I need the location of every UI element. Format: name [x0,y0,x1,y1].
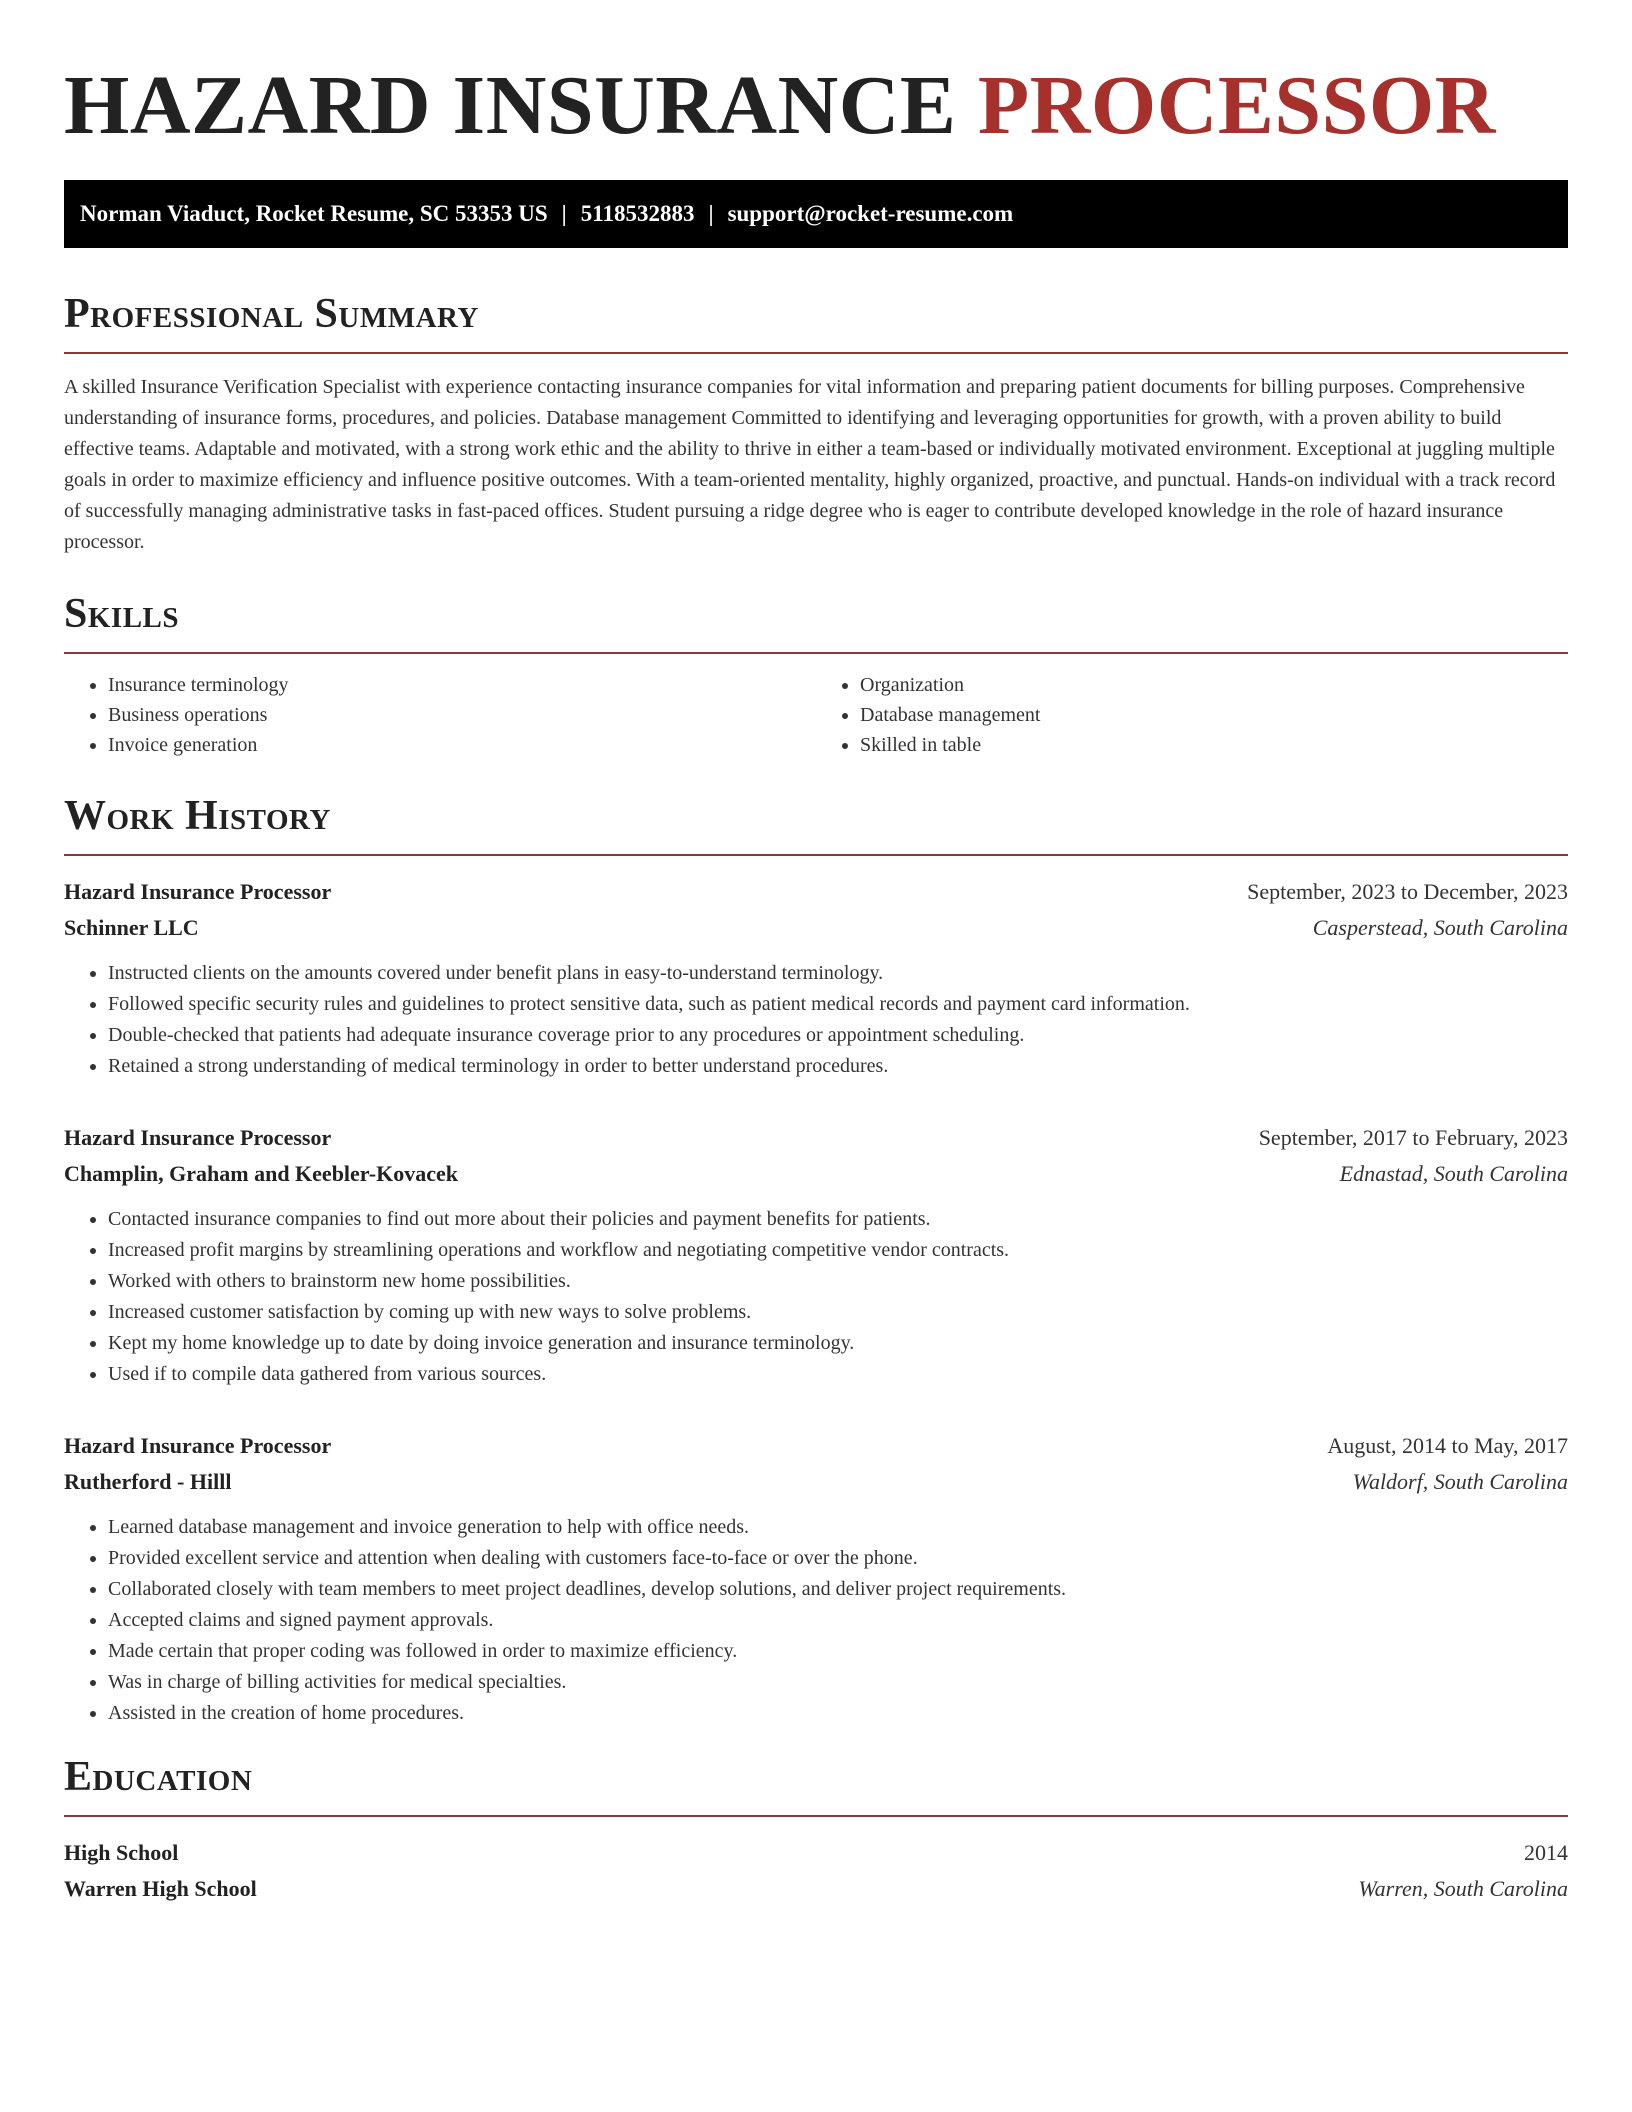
job-bullet: • Assisted in the creation of home procedures. [108,1698,1568,1729]
job-header-row [64,1120,1568,1156]
education-header-row [64,1835,1568,1871]
summary-heading: Professional Summary [64,288,1568,354]
job-bullet: • Double-checked that patients had adequate insurance coverage prior to any procedures or appointment scheduling. [108,1020,1568,1051]
job-bullet: • Accepted claims and signed payment approvals. [108,1605,1568,1636]
skill-item: • Insurance terminology [108,670,816,700]
job-bullets [64,1512,1568,1729]
summary-text: A skilled Insurance Verification Specialist with experience contacting insurance companies for vital information and preparing patient documents for billing purposes. Comprehensive understanding of insurance forms, procedures, and policies. Database management Committed to identifying and leveraging opportunities for growth, with a proven ability to build effective teams. Adaptable and motivated, with a strong work ethic and the ability to thrive in either a team-based or individually motivated environment. Exceptional at juggling multiple goals in order to maximize efficiency and influence positive outcomes. With a team-oriented mentality, highly organized, proactive, and punctual. Hands-on individual with a track record of successfully managing administrative tasks in fast-paced offices. Student pursuing a ridge degree who is eager to contribute developed knowledge in the role of hazard insurance processor. [64,376,1556,553]
education-location: Warren, South Carolina [1358,1876,1568,1901]
job-bullets [64,958,1568,1082]
job-company-row [64,1156,1568,1192]
job-entry [64,1120,1568,1390]
skills-grid [64,670,1568,760]
skill-item: • Organization [860,670,1568,700]
job-location: Casperstead, South Carolina [1312,915,1568,940]
job-bullet: • Followed specific security rules and guidelines to protect sensitive data, such as patient medical records and payment card information. [108,989,1568,1020]
job-bullet: • Increased profit margins by streamlining operations and workflow and negotiating competitive vendor contracts. [108,1235,1568,1266]
job-company-row [64,910,1568,946]
job-bullet: • Contacted insurance companies to find out more about their policies and payment benefits for patients. [108,1204,1568,1235]
skill-item: • Skilled in table [860,730,1568,760]
job-bullet: • Kept my home knowledge up to date by doing invoice generation and insurance terminology. [108,1328,1568,1359]
job-bullet: • Was in charge of billing activities for medical specialties. [108,1667,1568,1698]
contact-email[interactable]: support@rocket-resume.com [727,201,1014,226]
job-title: Hazard Insurance Processor [64,1433,332,1458]
work-history-heading: Work History [64,790,1568,856]
skill-item: • Invoice generation [108,730,816,760]
job-dates: September, 2023 to December, 2023 [1247,879,1568,904]
contact-bar [64,180,1568,248]
education-school: Warren High School [64,1876,257,1901]
job-company: Champlin, Graham and Keebler-Kovacek [64,1161,458,1186]
education-entry [64,1835,1568,1907]
job-bullet: • Retained a strong understanding of medical terminology in order to better understand procedures. [108,1051,1568,1082]
contact-separator: | [561,201,567,226]
skill-item: • Business operations [108,700,816,730]
contact-address: Norman Viaduct, Rocket Resume, SC 53353 US [80,201,548,226]
job-company-row [64,1464,1568,1500]
title-main: HAZARD INSURANCE [64,59,957,152]
job-bullet: • Provided excellent service and attention when dealing with customers face-to-face or over the phone. [108,1543,1568,1574]
job-dates: September, 2017 to February, 2023 [1258,1125,1568,1150]
job-bullet: • Worked with others to brainstorm new home possibilities. [108,1266,1568,1297]
job-entry [64,874,1568,1082]
job-company: Rutherford - Hilll [64,1469,232,1494]
resume-title [64,0,1568,154]
title-accent: PROCESSOR [977,59,1496,152]
job-bullets [64,1204,1568,1390]
education-heading: Education [64,1751,1568,1817]
skills-column-right [816,670,1568,760]
job-company: Schinner LLC [64,915,199,940]
contact-separator: | [708,201,714,226]
job-location: Ednastad, South Carolina [1339,1161,1568,1186]
job-bullet: • Instructed clients on the amounts covered under benefit plans in easy-to-understand terminology. [108,958,1568,989]
job-header-row [64,874,1568,910]
skills-heading: Skills [64,588,1568,654]
job-bullet: • Learned database management and invoice generation to help with office needs. [108,1512,1568,1543]
job-header-row [64,1428,1568,1464]
job-bullet: • Made certain that proper coding was followed in order to maximize efficiency. [108,1636,1568,1667]
skills-column-left [64,670,816,760]
job-dates: August, 2014 to May, 2017 [1327,1433,1568,1458]
contact-phone[interactable]: 5118532883 [580,201,695,226]
job-bullet: • Used if to compile data gathered from various sources. [108,1359,1568,1390]
job-bullet: • Increased customer satisfaction by coming up with new ways to solve problems. [108,1297,1568,1328]
job-title: Hazard Insurance Processor [64,879,332,904]
job-location: Waldorf, South Carolina [1352,1469,1568,1494]
job-title: Hazard Insurance Processor [64,1125,332,1150]
skill-item: • Database management [860,700,1568,730]
education-school-row [64,1871,1568,1907]
education-year: 2014 [1524,1840,1568,1865]
job-entry [64,1428,1568,1729]
job-bullet: • Collaborated closely with team members to meet project deadlines, develop solutions, and deliver project requirements. [108,1574,1568,1605]
education-degree: High School [64,1840,179,1865]
